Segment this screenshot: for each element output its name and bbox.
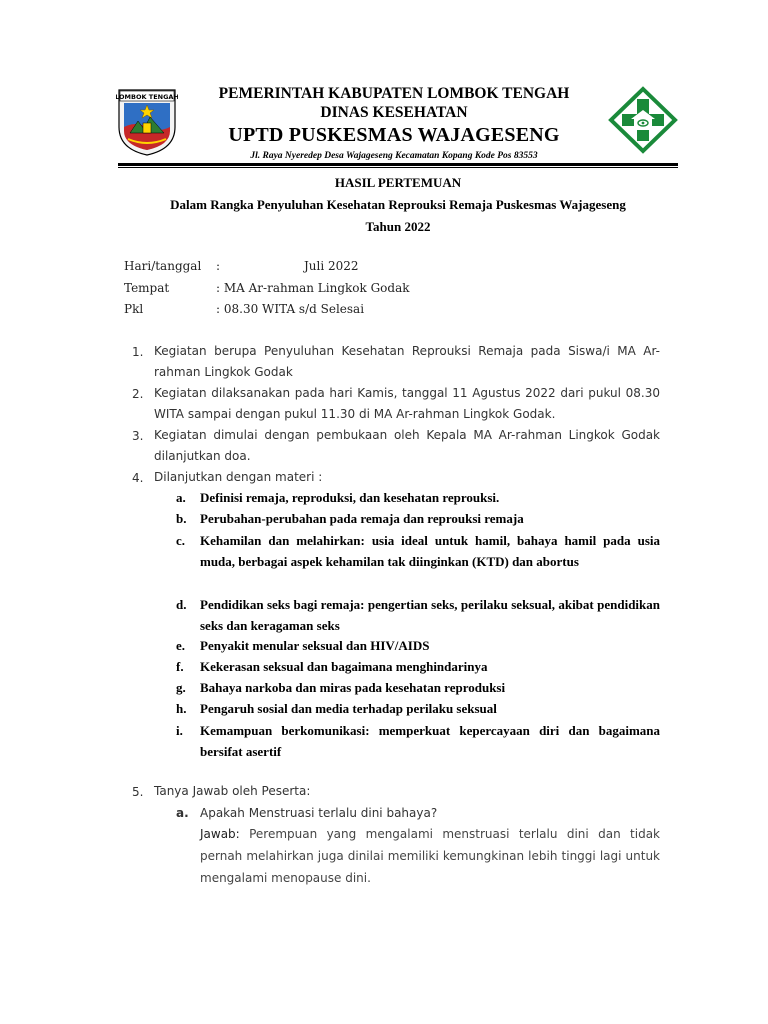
- government-name: PEMERINTAH KABUPATEN LOMBOK TENGAH: [218, 85, 570, 102]
- document-subtitle: Dalam Rangka Penyuluhan Kesehatan Reprouksi Remaja Puskesmas Wajageseng: [170, 197, 626, 212]
- department-name: DINAS KESEHATAN: [320, 104, 468, 121]
- sub-item-text: Kemampuan berkomunikasi: memperkuat kepercayaan diri dan bagaimana bersifat asertif: [200, 723, 660, 759]
- list-item-number: 3.: [132, 429, 144, 443]
- list-item-text: Kegiatan berupa Penyuluhan Kesehatan Reprouksi Remaja pada Siswa/i MA Ar-rahman Lingkok Godak: [154, 344, 660, 379]
- sub-item-label: e.: [176, 638, 186, 653]
- document-year: Tahun 2022: [365, 219, 431, 234]
- list-item-number: 4.: [132, 471, 144, 485]
- answer-paragraph: [200, 823, 660, 889]
- sub-item-text: Kekerasan seksual dan bagaimana menghindarinya: [200, 659, 488, 674]
- answer-text: Perempuan yang mengalami menstruasi terlalu dini dan tidak pernah melahirkan juga dinilai memiliki kemungkinan lebih tinggi lagi untuk mengalami menopause dini.: [200, 827, 660, 885]
- sub-item-text: Pengaruh sosial dan media terhadap perilaku seksual: [200, 701, 497, 716]
- info-value: : MA Ar-rahman Lingkok Godak: [216, 281, 410, 295]
- sub-item-text: Bahaya narkoba dan miras pada kesehatan reproduksi: [200, 680, 506, 695]
- sub-item-label: d.: [176, 597, 187, 612]
- lombok-tengah-emblem-icon: [116, 87, 178, 157]
- letterhead-text: [180, 84, 608, 163]
- info-label: Tempat: [124, 281, 170, 295]
- question-label: a.: [176, 806, 189, 820]
- list-item-text: Dilanjutkan dengan materi :: [154, 470, 323, 484]
- emblem-label: LOMBOK TENGAH: [116, 93, 178, 101]
- document-title: HASIL PERTEMUAN: [334, 175, 462, 190]
- answer-label: Jawab:: [200, 827, 240, 841]
- sub-item-label: g.: [176, 680, 186, 695]
- info-label: Pkl: [124, 302, 144, 316]
- sub-item-text: Perubahan-perubahan pada remaja dan reprouksi remaja: [200, 511, 524, 526]
- list-item-number: 5.: [132, 785, 144, 799]
- institution-address: Jl. Raya Nyeredep Desa Wajageseng Kecamatan Kopang Kode Pos 83553: [250, 151, 538, 161]
- question-text: Apakah Menstruasi terlalu dini bahaya?: [200, 806, 438, 820]
- sub-item-text: Definisi remaja, reproduksi, dan kesehatan reprouksi.: [200, 490, 500, 505]
- sub-item-label: f.: [176, 659, 184, 674]
- institution-name: UPTD PUSKESMAS WAJAGESENG: [228, 124, 560, 146]
- list-item-number: 1.: [132, 345, 144, 359]
- sub-item-label: h.: [176, 701, 187, 716]
- sub-item-text: Pendidikan seks bagi remaja: pengertian seks, perilaku seksual, akibat pendidikan seks dan keragaman seks: [200, 597, 660, 633]
- sub-item-label: a.: [176, 490, 186, 505]
- sub-item-label: b.: [176, 511, 187, 526]
- sub-item-label: c.: [176, 533, 186, 548]
- list-item-text: Tanya Jawab oleh Peserta:: [154, 784, 311, 798]
- sub-item-text: Penyakit menular seksual dan HIV/AIDS: [200, 638, 430, 653]
- puskesmas-logo-icon: [608, 86, 678, 154]
- letterhead-divider-thin: [118, 167, 678, 168]
- list-item-text: Kegiatan dimulai dengan pembukaan oleh Kepala MA Ar-rahman Lingkok Godak dilanjutkan doa.: [154, 428, 660, 463]
- info-label: Hari/tanggal: [124, 259, 202, 273]
- list-item-text: Kegiatan dilaksanakan pada hari Kamis, tanggal 11 Agustus 2022 dari pukul 08.30 WITA sampai dengan pukul 11.30 di MA Ar-rahman Lingkok Godak.: [154, 386, 660, 421]
- info-value: : Juli 2022: [216, 259, 359, 273]
- sub-item-text: Kehamilan dan melahirkan: usia ideal untuk hamil, bahaya hamil pada usia muda, berbagai aspek kehamilan tak diinginkan (KTD) dan abortus: [200, 533, 660, 569]
- list-item-number: 2.: [132, 387, 144, 401]
- sub-item-label: i.: [176, 723, 183, 738]
- letterhead-divider-thick: [118, 163, 678, 166]
- info-value: : 08.30 WITA s/d Selesai: [216, 302, 365, 316]
